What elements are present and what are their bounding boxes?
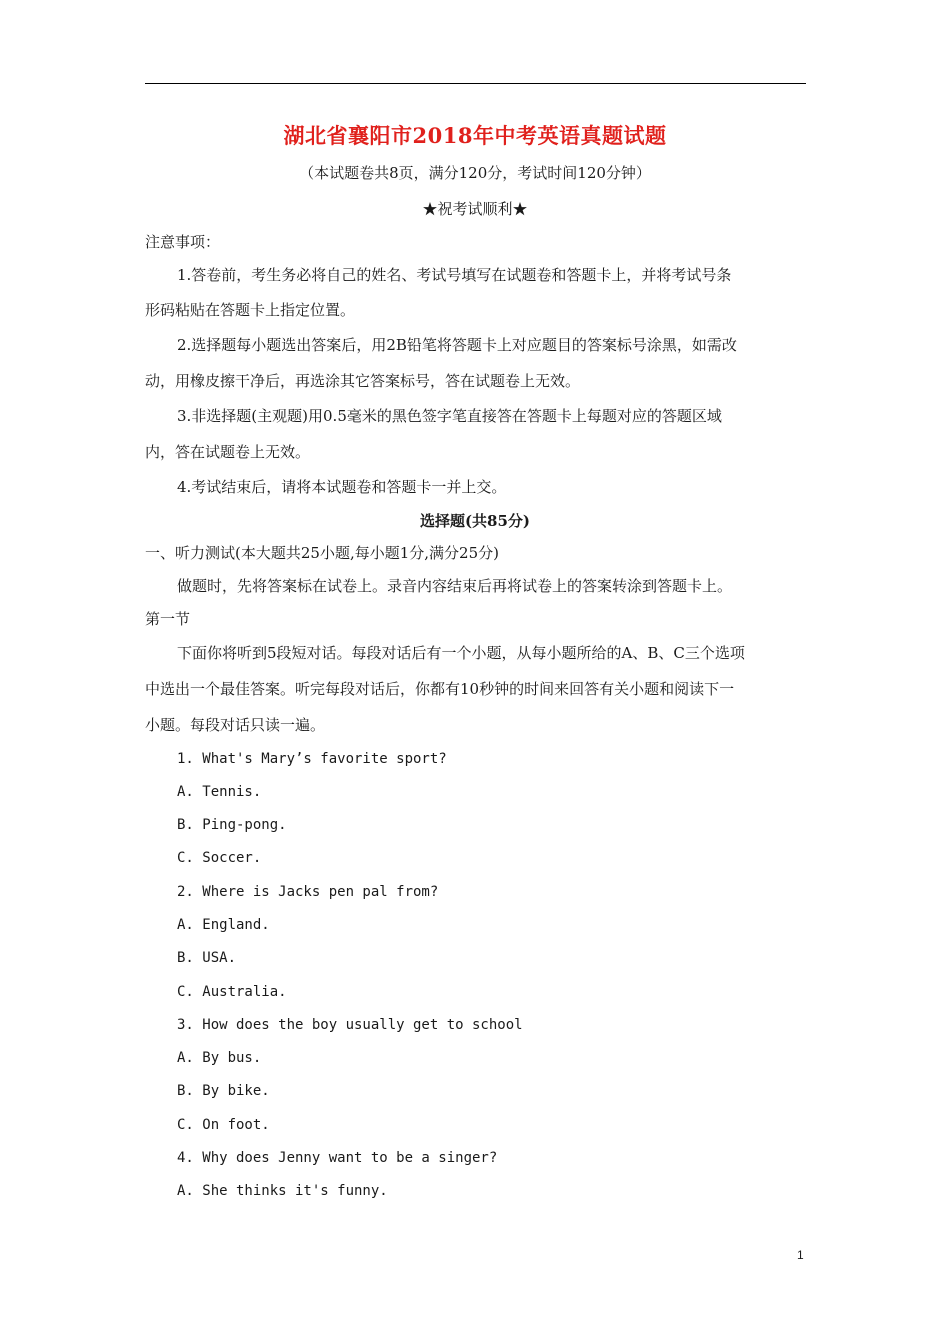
option-line: B. Ping-pong. xyxy=(177,817,287,833)
section1-instruction-line: 小题。每段对话只读一遍。 xyxy=(145,716,326,734)
option-line: A. She thinks it's funny. xyxy=(177,1183,388,1199)
notes-heading: 注意事项： xyxy=(145,233,221,251)
note-line: 内，答在试题卷上无效。 xyxy=(145,443,311,461)
note-line: 形码粘贴在答题卡上指定位置。 xyxy=(145,301,356,319)
section1-instruction-line: 中选出一个最佳答案。听完每段对话后，你都有10秒钟的时间来回答有关小题和阅读下一 xyxy=(145,680,735,698)
option-line: C. Soccer. xyxy=(177,850,262,866)
note-line: 3.非选择题(主观题)用0.5毫米的黑色签字笔直接答在答题卡上每题对应的答题区域 xyxy=(177,407,722,425)
section-title: 选择题(共85分) xyxy=(419,512,531,530)
section1-instruction-line: 下面你将听到5段短对话。每段对话后有一个小题，从每小题所给的A、B、C三个选项 xyxy=(177,644,745,662)
question-line: 1. What's Mary’s favorite sport? xyxy=(177,751,447,767)
option-line: A. Tennis. xyxy=(177,784,262,800)
header-rule xyxy=(145,83,806,84)
exam-subtitle: （本试题卷共8页，满分120分，考试时间120分钟） xyxy=(299,164,651,182)
note-line: 2.选择题每小题选出答案后，用2B铅笔将答题卡上对应题目的答案标号涂黑，如需改 xyxy=(177,336,737,354)
question-line: 4. Why does Jenny want to be a singer? xyxy=(177,1150,498,1166)
option-line: A. England. xyxy=(177,917,270,933)
option-line: C. Australia. xyxy=(177,984,287,1000)
blessing-line: ★祝考试顺利★ xyxy=(422,200,528,218)
question-line: 3. How does the boy usually get to school xyxy=(177,1017,523,1033)
section1-label: 第一节 xyxy=(145,610,191,628)
note-line: 动，用橡皮擦干净后，再选涂其它答案标号，答在试题卷上无效。 xyxy=(145,372,581,390)
page-number: 1 xyxy=(797,1248,804,1262)
option-line: B. By bike. xyxy=(177,1083,270,1099)
note-line: 4.考试结束后，请将本试题卷和答题卡一并上交。 xyxy=(177,478,507,496)
exam-title: 湖北省襄阳市2018年中考英语真题试题 xyxy=(283,123,667,148)
option-line: A. By bus. xyxy=(177,1050,262,1066)
part1-heading: 一、听力测试(本大题共25小题,每小题1分,满分25分) xyxy=(145,544,499,562)
option-line: B. USA. xyxy=(177,950,237,966)
part1-instruction: 做题时，先将答案标在试卷上。录音内容结束后再将试卷上的答案转涂到答题卡上。 xyxy=(177,577,733,595)
question-line: 2. Where is Jacks pen pal from? xyxy=(177,884,439,900)
option-line: C. On foot. xyxy=(177,1117,270,1133)
note-line: 1.答卷前，考生务必将自己的姓名、考试号填写在试题卷和答题卡上，并将考试号条 xyxy=(177,266,732,284)
